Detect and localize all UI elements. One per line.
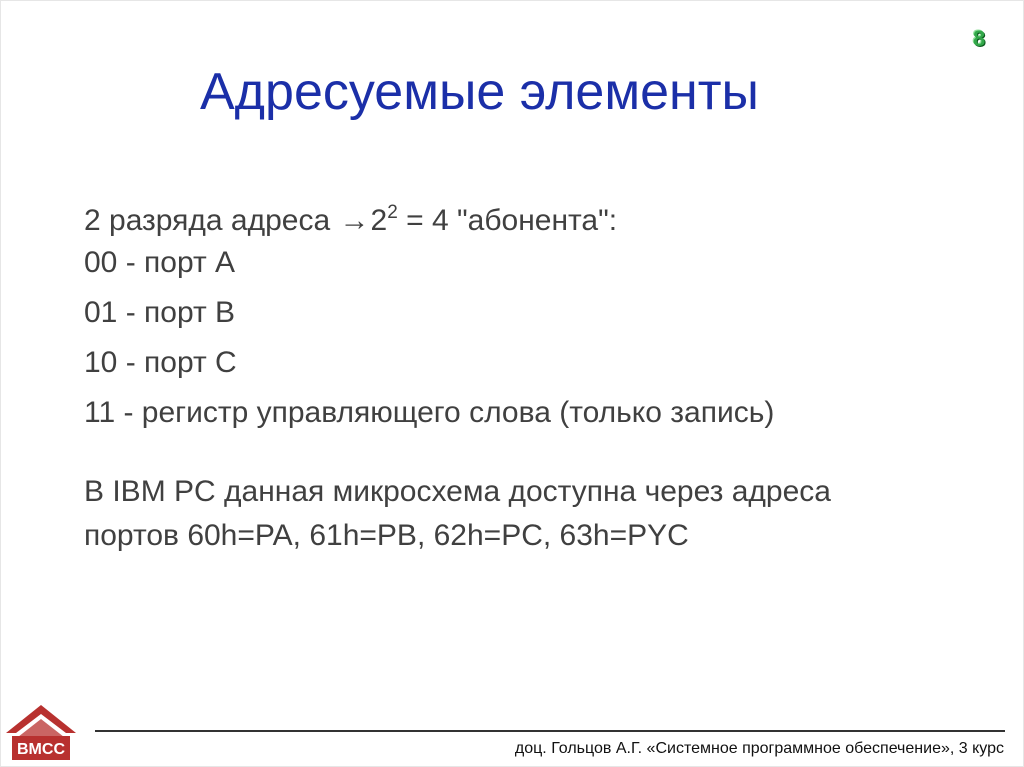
address-bits-text: 2 разряда адреса	[84, 204, 331, 237]
ibm-pc-paragraph	[84, 470, 831, 558]
slide-body	[84, 188, 831, 558]
ibm-pc-paragraph-line-1: В IBM PC данная микросхема доступна через адреса	[84, 475, 831, 508]
footer-divider	[95, 730, 1005, 732]
port-line-01: 01 - порт B	[84, 296, 236, 329]
port-line-00: 00 - порт A	[84, 246, 236, 279]
arrow-right-icon: →	[339, 204, 370, 237]
port-line-11: 11 - регистр управляющего слова (только запись)	[84, 396, 775, 429]
power-exponent: 2	[387, 202, 398, 223]
subscriber-count-text: = 4 "абонента":	[397, 204, 618, 237]
port-line-10: 10 - порт C	[84, 346, 237, 379]
vmss-logo	[4, 703, 78, 763]
address-bits-line	[84, 188, 831, 238]
ibm-pc-paragraph-line-2: портов 60h=PA, 61h=PB, 62h=PC, 63h=PYC	[84, 519, 689, 552]
power-base: 2	[370, 204, 388, 237]
logo-text: ВМСС	[17, 741, 65, 758]
footer-text: доц. Гольцов А.Г. «Системное программное обеспечение», 3 курс	[514, 740, 1004, 757]
slide-number: 8	[973, 26, 986, 51]
slide-title: Адресуемые элементы	[200, 63, 759, 121]
